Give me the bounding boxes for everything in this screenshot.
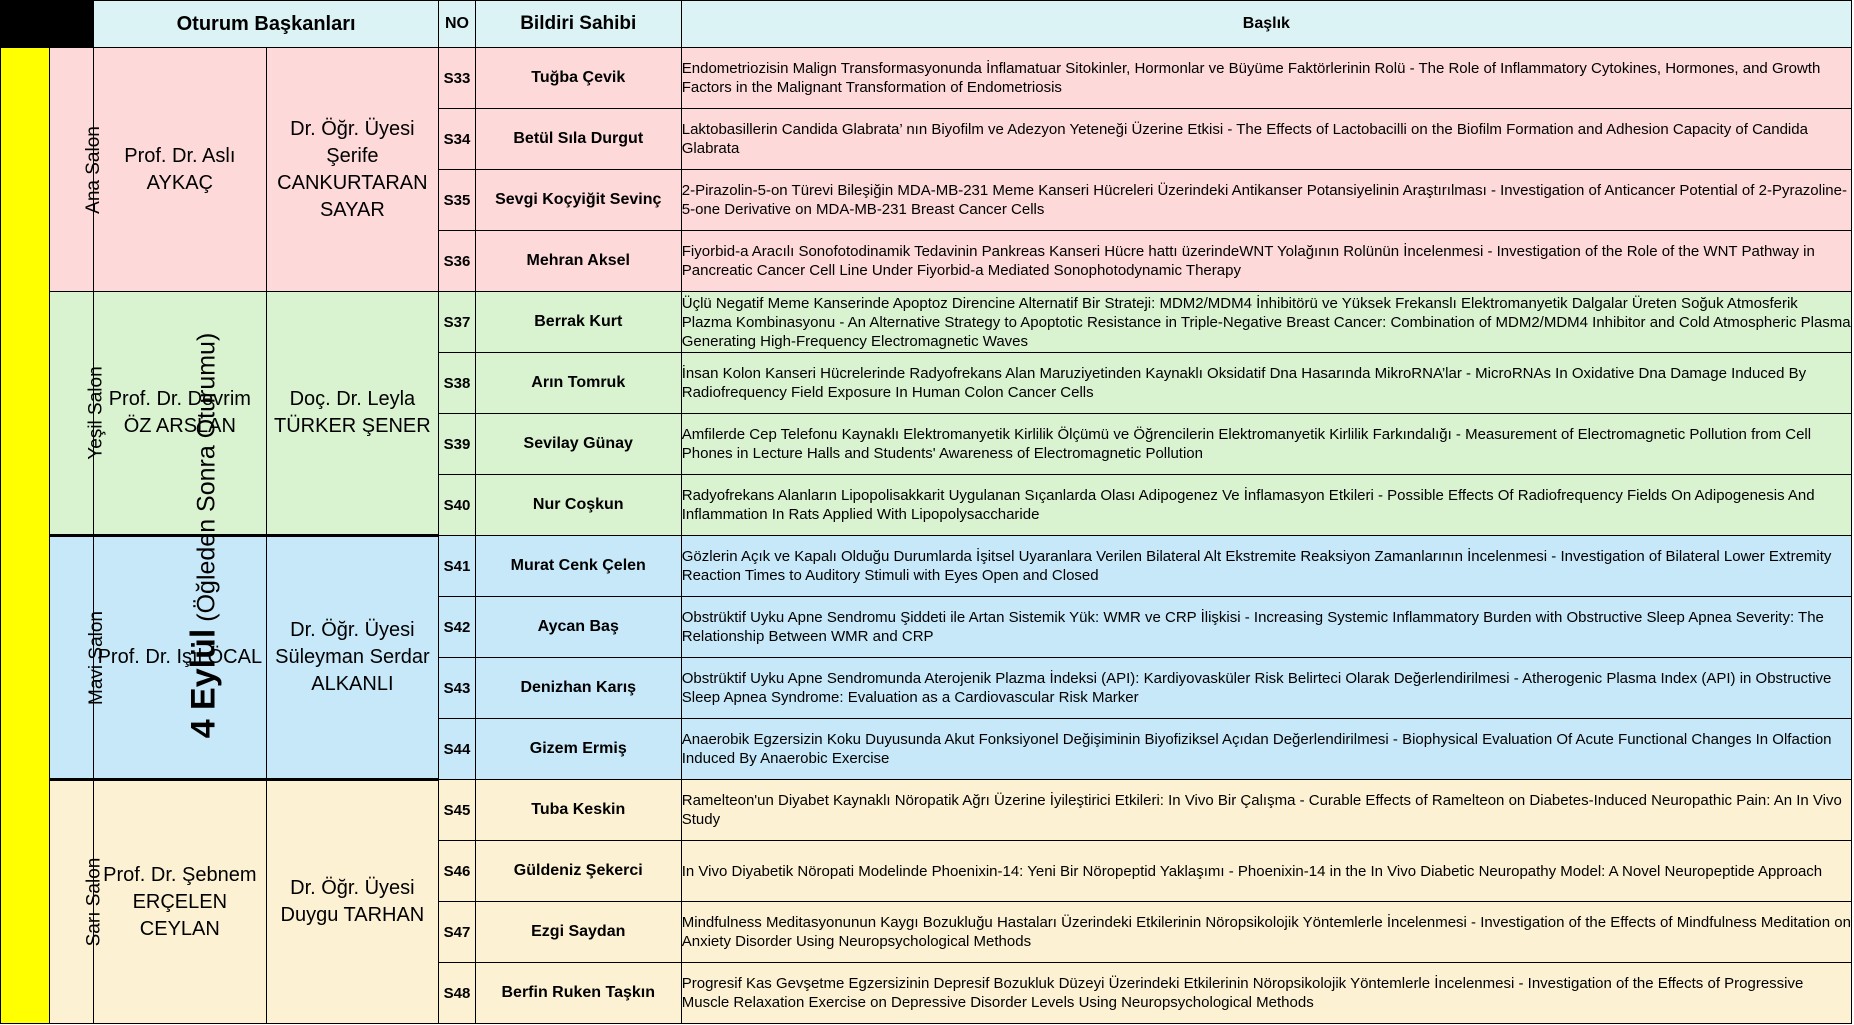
header-author: Bildiri Sahibi bbox=[475, 1, 681, 48]
paper-author: Nur Coşkun bbox=[475, 475, 681, 536]
paper-title: Ramelteon'un Diyabet Kaynaklı Nöropatik Ağrı Üzerine İyileştirici Etkileri: In Vivo Bir Çalışma - Curable Effects of Ramelteon on Diabetes-Induced Neuropathic Pain: An In Vivo Study bbox=[681, 780, 1851, 841]
paper-no: S47 bbox=[439, 902, 476, 963]
paper-no: S35 bbox=[439, 170, 476, 231]
paper-no: S34 bbox=[439, 109, 476, 170]
session-chair-2: Dr. Öğr. Üyesi Şerife CANKURTARAN SAYAR bbox=[266, 48, 439, 292]
paper-title: Laktobasillerin Candida Glabrata’ nın Biyofilm ve Adezyon Yeteneği Üzerine Etkisi - The Effects of Lactobacilli on the Biofilm Formation and Adhesion Capacity of Candida Glabrata bbox=[681, 109, 1851, 170]
salon-label-cell bbox=[50, 536, 108, 780]
paper-author: Güldeniz Şekerci bbox=[475, 841, 681, 902]
table-row bbox=[1, 48, 1852, 109]
paper-no: S40 bbox=[439, 475, 476, 536]
session-chair-1: Prof. Dr. Devrim ÖZ ARSLAN bbox=[94, 292, 267, 536]
paper-author: Aycan Baş bbox=[475, 597, 681, 658]
paper-title: İnsan Kolon Kanseri Hücrelerinde Radyofrekans Alan Maruziyetinden Kaynaklı Oksidatif Dna Hasarında MikroRNA’lar - MicroRNAs In Oxidative Dna Damage Induced By Radiofrequency Field Exposure In Human Colon Cancer Cells bbox=[681, 353, 1851, 414]
paper-no: S45 bbox=[439, 780, 476, 841]
paper-author: Tuba Keskin bbox=[475, 780, 681, 841]
paper-author: Berrak Kurt bbox=[475, 292, 681, 353]
paper-no: S33 bbox=[439, 48, 476, 109]
paper-title: Progresif Kas Gevşetme Egzersizinin Depresif Bozukluk Düzeyi Üzerindeki Etkilerinin Nöropsikolojik Yöntemlerle İncelenmesi - Investigation of the Effects of Progressive Muscle Relaxation Exercise on Depressive Disorder Levels Using Neuropsychological Methods bbox=[681, 963, 1851, 1024]
day-label bbox=[184, 333, 223, 739]
paper-author: Gizem Ermiş bbox=[475, 719, 681, 780]
salon-name: Mavi Salon bbox=[86, 610, 108, 705]
day-session: (Öğleden Sonra Oturumu) bbox=[192, 332, 221, 622]
session-chair-1: Prof. Dr. Işıl ÖCAL bbox=[94, 536, 267, 780]
paper-no: S46 bbox=[439, 841, 476, 902]
header-no: NO bbox=[439, 1, 476, 48]
paper-title: Endometriozisin Malign Transformasyonunda İnflamatuar Sitokinler, Hormonlar ve Büyüme Faktörlerinin Rolü - The Role of Inflammatory Cytokines, Hormones, and Growth Factors in the Malignant Transformation of Endometriosis bbox=[681, 48, 1851, 109]
paper-title: Üçlü Negatif Meme Kanserinde Apoptoz Direncine Alternatif Bir Strateji: MDM2/MDM4 İnhibitörü ve Yüksek Frekanslı Elektromanyetik Dalgalar Üreten Soğuk Atmosferik Plazma Kombinasyonu - An Alternative Strategy to Apoptotic Resistance in Triple-Negative Breast Cancer: Combination of MDM2/MDM4 Inhibitor and Cold Atmospheric Plasma Generating High-Frequency Electromagnetic Waves bbox=[681, 292, 1851, 353]
paper-no: S42 bbox=[439, 597, 476, 658]
table-row bbox=[1, 780, 1852, 841]
salon-name: Sarı Salon bbox=[83, 857, 105, 947]
paper-title: Radyofrekans Alanların Lipopolisakkarit Uygulanan Sıçanlarda Olası Adipogenez Ve İnflamasyon Etkileri - Possible Effects Of Radiofrequency Fields On Adipogenesis And Inflammation In Rats Applied With Lipopolysaccharide bbox=[681, 475, 1851, 536]
paper-title: Mindfulness Meditasyonunun Kaygı Bozukluğu Hastaları Üzerindeki Etkilerinin Nöropsikolojik Yöntemlerle İncelenmesi - Investigation of the Effects of Mindfulness Meditation on Anxiety Disorder Using Neuropsychological Methods bbox=[681, 902, 1851, 963]
session-chair-2: Dr. Öğr. Üyesi Süleyman Serdar ALKANLI bbox=[266, 536, 439, 780]
table-row bbox=[1, 536, 1852, 597]
session-chair-1: Prof. Dr. Şebnem ERÇELEN CEYLAN bbox=[94, 780, 267, 1024]
paper-author: Berfin Ruken Taşkın bbox=[475, 963, 681, 1024]
paper-no: S44 bbox=[439, 719, 476, 780]
paper-author: Arın Tomruk bbox=[475, 353, 681, 414]
session-chair-1: Prof. Dr. Aslı AYKAÇ bbox=[94, 48, 267, 292]
salon-label-cell bbox=[50, 48, 104, 292]
paper-no: S38 bbox=[439, 353, 476, 414]
paper-author: Murat Cenk Çelen bbox=[475, 536, 681, 597]
paper-title: Amfilerde Cep Telefonu Kaynaklı Elektromanyetik Kirlilik Ölçümü ve Öğrencilerin Elektromanyetik Kirlilik Farkındalığı - Measurement of Electromagnetic Pollution from Cell Phones in Lecture Halls and Students' Awareness of Electromagnetic Pollution bbox=[681, 414, 1851, 475]
session-chair-2: Dr. Öğr. Üyesi Duygu TARHAN bbox=[266, 780, 439, 1024]
session-chair-2: Doç. Dr. Leyla TÜRKER ŞENER bbox=[266, 292, 439, 536]
salon-name: Yeşil Salon bbox=[85, 366, 107, 460]
header-row bbox=[1, 1, 1852, 48]
paper-no: S37 bbox=[439, 292, 476, 353]
salon-label-cell bbox=[50, 780, 105, 1024]
paper-title: Obstrüktif Uyku Apne Sendromu Şiddeti ile Artan Sistemik Yük: WMR ve CRP İlişkisi - Increasing Systemic Inflammatory Burden with Obstructive Sleep Apnea Severity: The Relationship Between WMR and CRP bbox=[681, 597, 1851, 658]
paper-author: Sevgi Koçyiğit Sevinç bbox=[475, 170, 681, 231]
header-corner bbox=[1, 1, 94, 48]
day-date: 4 Eylül bbox=[184, 628, 223, 739]
paper-title: Anaerobik Egzersizin Koku Duyusunda Akut Fonksiyonel Değişiminin Biyofiziksel Açıdan Değerlendirilmesi - Biophysical Evaluation Of Acute Functional Changes In Olfaction Induced By Anaerobic Exercise bbox=[681, 719, 1851, 780]
paper-author: Mehran Aksel bbox=[475, 231, 681, 292]
paper-title: 2-Pirazolin-5-on Türevi Bileşiğin MDA-MB-231 Meme Kanseri Hücreleri Üzerindeki Antikanser Potansiyelinin Araştırılması - Investigation of Anticancer Potential of 2-Pyrazoline-5-one Derivative on MDA-MB-231 Breast Cancer Cells bbox=[681, 170, 1851, 231]
paper-author: Tuğba Çevik bbox=[475, 48, 681, 109]
paper-no: S36 bbox=[439, 231, 476, 292]
paper-author: Ezgi Saydan bbox=[475, 902, 681, 963]
salon-label-cell bbox=[50, 292, 107, 536]
paper-title: Obstrüktif Uyku Apne Sendromunda Aterojenik Plazma İndeksi (API): Kardiyovasküler Risk Belirteci Olarak Değerlendirilmesi - Atherogenic Plasma Index (API) in Obstructive Sleep Apnea Syndrome: Evaluation as a Cardiovascular Risk Marker bbox=[681, 658, 1851, 719]
paper-no: S41 bbox=[439, 536, 476, 597]
paper-author: Betül Sıla Durgut bbox=[475, 109, 681, 170]
paper-no: S43 bbox=[439, 658, 476, 719]
paper-author: Denizhan Karış bbox=[475, 658, 681, 719]
salon-name: Ana Salon bbox=[82, 125, 104, 214]
paper-title: Gözlerin Açık ve Kapalı Olduğu Durumlarda İşitsel Uyaranlara Verilen Bilateral Alt Ekstremite Reaksiyon Zamanlarının İncelenmesi - Investigation of Bilateral Lower Extremity Reaction Times to Auditory Stimuli with Eyes Open and Closed bbox=[681, 536, 1851, 597]
paper-title: In Vivo Diyabetik Nöropati Modelinde Phoenixin-14: Yeni Bir Nöropeptid Yaklaşımı - Phoenixin-14 in the In Vivo Diabetic Neuropathy Model: A Novel Neuropeptide Approach bbox=[681, 841, 1851, 902]
header-title: Başlık bbox=[681, 1, 1851, 48]
paper-author: Sevilay Günay bbox=[475, 414, 681, 475]
paper-title: Fiyorbid-a Aracılı Sonofotodinamik Tedavinin Pankreas Kanseri Hücre hattı üzerindeWNT Yolağının Rolünün İncelenmesi - Investigation of the Role of the WNT Pathway in Pancreatic Cancer Cell Line Under Fiyorbid-a Mediated Sonophotodynamic Therapy bbox=[681, 231, 1851, 292]
table-row bbox=[1, 292, 1852, 353]
paper-no: S48 bbox=[439, 963, 476, 1024]
header-chairs: Oturum Başkanları bbox=[94, 1, 439, 48]
paper-no: S39 bbox=[439, 414, 476, 475]
